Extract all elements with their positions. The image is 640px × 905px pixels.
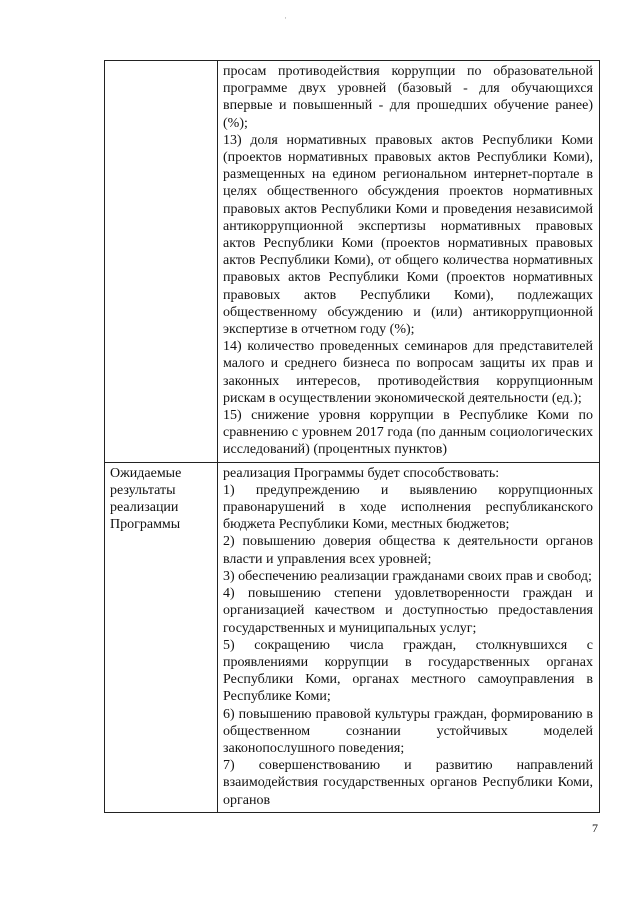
paragraph: 1) предупреждению и выявлению коррупционных правонарушений в ходе исполнения республиканского бюджета Республики Коми, местных бюджетов;	[223, 482, 593, 533]
paragraph: 6) повышению правовой культуры граждан, формированию в общественном сознании устойчивых моделей законопослушного поведения;	[223, 706, 593, 756]
row-content	[218, 462, 600, 812]
paragraph: 13) доля нормативных правовых актов Республики Коми (проектов нормативных правовых актов Республики Коми), размещенных на едином региональном интернет-портале в целях общественного обсуждения проектов нормативных правовых актов Республики Коми и проведения независимой антикоррупционной экспертизы нормативных правовых актов Республики Коми (проектов нормативных правовых актов Республики Коми), от общего количества нормативных правовых актов Республики Коми (проектов нормативных правовых актов Республики Коми), подлежащих общественному обсуждению и (или) антикоррупционной экспертизе в отчетном году (%);	[223, 132, 593, 338]
table-row	[105, 61, 600, 463]
paragraph: 7) совершенствованию и развитию направлений взаимодействия государственных органов Республики Коми, органов	[223, 758, 593, 808]
row-label	[105, 61, 218, 463]
row-label: Ожидаемые результаты реализации Программы	[105, 462, 218, 812]
paragraph: реализация Программы будет способствовать:	[223, 465, 500, 481]
paragraph: 4) повышению степени удовлетворенности граждан и организацией качеством и доступностью предоставления государственных и муниципальных услуг;	[223, 586, 593, 636]
paragraph: просам противодействия коррупции по образовательной программе двух уровней (базовый - для обучающихся впервые и повышенный - для прошедших обучение ранее) (%);	[223, 64, 593, 131]
paragraph: 5) сокращению числа граждан, столкнувшихся с проявлениями коррупции в государственных органах Республики Коми, органах местного самоуправления в Республике Коми;	[223, 637, 593, 705]
paragraph: 15) снижение уровня коррупции в Республике Коми по сравнению с уровнем 2017 года (по данным социологических исследований) (процентных пунктов)	[223, 408, 593, 458]
program-passport-table	[104, 60, 600, 813]
table-row	[105, 462, 600, 812]
paragraph: 2) повышению доверия общества к деятельности органов власти и управления всех уровней;	[223, 534, 593, 567]
paragraph: 14) количество проведенных семинаров для представителей малого и среднего бизнеса по вопросам защиты их прав и законных интересов, противодействия коррупционным рискам в осуществлении экономической деятельности (ед.);	[223, 339, 593, 406]
page-number: 7	[592, 821, 598, 835]
header-mark: ·	[284, 13, 287, 23]
row-content	[218, 61, 600, 463]
paragraph: 3) обеспечению реализации гражданами своих прав и свобод;	[223, 568, 592, 584]
